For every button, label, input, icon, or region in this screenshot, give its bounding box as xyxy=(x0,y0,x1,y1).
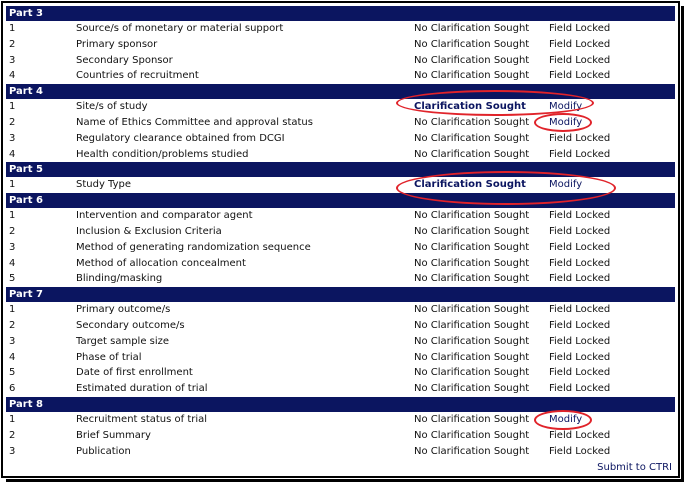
clarification-status: No Clarification Sought xyxy=(414,70,530,82)
modify-link[interactable]: Modify xyxy=(549,116,583,128)
field-action: Field Locked xyxy=(549,23,611,34)
form-frame xyxy=(1,1,680,478)
row-number: 4 xyxy=(9,70,16,82)
table-row xyxy=(6,208,675,224)
field-name: Health condition/problems studied xyxy=(76,148,249,160)
table-row xyxy=(6,381,675,397)
clarification-status: No Clarification Sought xyxy=(414,413,530,425)
field-action: Field Locked xyxy=(549,148,611,160)
part-header: Part 4 xyxy=(6,84,675,99)
table-row xyxy=(6,412,675,428)
table-row xyxy=(6,99,675,115)
field-action: Field Locked xyxy=(549,367,611,379)
row-number: 3 xyxy=(9,335,16,347)
row-number: 4 xyxy=(9,257,16,269)
row-number: 2 xyxy=(9,116,16,128)
part-header: Part 5 xyxy=(6,162,675,177)
clarification-status: No Clarification Sought xyxy=(414,367,530,379)
table-row xyxy=(6,271,675,287)
field-name: Site/s of study xyxy=(76,101,148,113)
clarification-table xyxy=(6,6,675,459)
field-name: Countries of recruitment xyxy=(76,70,199,82)
table-row xyxy=(6,37,675,53)
row-number: 1 xyxy=(9,101,16,113)
row-number: 3 xyxy=(9,54,16,66)
field-action: Field Locked xyxy=(549,273,611,285)
clarification-status: No Clarification Sought xyxy=(414,319,530,331)
table-row xyxy=(6,147,675,163)
table-row xyxy=(6,365,675,381)
field-action: Field Locked xyxy=(549,319,611,331)
field-name: Name of Ethics Committee and approval status xyxy=(76,116,313,128)
row-number: 2 xyxy=(9,225,16,237)
clarification-status: No Clarification Sought xyxy=(414,132,530,144)
part-header: Part 7 xyxy=(6,287,675,302)
table-row xyxy=(6,240,675,256)
field-name: Estimated duration of trial xyxy=(76,383,208,395)
clarification-status: No Clarification Sought xyxy=(414,383,530,395)
clarification-status: No Clarification Sought xyxy=(414,445,530,457)
row-number: 5 xyxy=(9,367,16,379)
field-action: Field Locked xyxy=(549,304,611,316)
row-number: 4 xyxy=(9,148,16,160)
clarification-status: No Clarification Sought xyxy=(414,351,530,363)
row-number: 4 xyxy=(9,351,16,363)
field-action: Field Locked xyxy=(549,241,611,253)
field-name: Method of allocation concealment xyxy=(76,257,246,269)
field-name: Source/s of monetary or material support xyxy=(76,23,284,34)
clarification-status: No Clarification Sought xyxy=(414,210,530,222)
table-row xyxy=(6,318,675,334)
table-row xyxy=(6,256,675,272)
field-action: Field Locked xyxy=(549,383,611,395)
part-header: Part 3 xyxy=(6,6,675,21)
field-name: Regulatory clearance obtained from DCGI xyxy=(76,132,285,144)
row-number: 5 xyxy=(9,273,16,285)
table-row xyxy=(6,68,675,84)
clarification-status: No Clarification Sought xyxy=(414,257,530,269)
table-row xyxy=(6,350,675,366)
clarification-status: No Clarification Sought xyxy=(414,148,530,160)
field-action: Field Locked xyxy=(549,225,611,237)
table-row xyxy=(6,334,675,350)
field-name: Blinding/masking xyxy=(76,273,163,285)
clarification-status: No Clarification Sought xyxy=(414,429,530,441)
row-number: 1 xyxy=(9,304,16,316)
field-name: Target sample size xyxy=(76,335,170,347)
field-name: Publication xyxy=(76,445,131,457)
clarification-status: No Clarification Sought xyxy=(414,335,530,347)
row-number: 1 xyxy=(9,23,16,34)
row-number: 3 xyxy=(9,132,16,144)
field-action: Field Locked xyxy=(549,54,611,66)
row-number: 3 xyxy=(9,445,16,457)
row-number: 3 xyxy=(9,241,16,253)
field-action: Field Locked xyxy=(549,132,611,144)
field-action: Field Locked xyxy=(549,38,611,50)
field-action: Field Locked xyxy=(549,257,611,269)
clarification-status: No Clarification Sought xyxy=(414,304,530,316)
row-number: 6 xyxy=(9,383,16,395)
field-action: Field Locked xyxy=(549,351,611,363)
clarification-status: No Clarification Sought xyxy=(414,38,530,50)
row-number: 1 xyxy=(9,413,16,425)
submit-to-ctri-link[interactable]: Submit to CTRI xyxy=(597,462,672,473)
table-row xyxy=(6,131,675,147)
field-name: Primary sponsor xyxy=(76,38,158,50)
field-name: Secondary Sponsor xyxy=(76,54,173,66)
field-action: Field Locked xyxy=(549,70,611,82)
field-name: Brief Summary xyxy=(76,429,151,441)
row-number: 1 xyxy=(9,179,16,191)
field-name: Study Type xyxy=(76,179,132,191)
clarification-status: No Clarification Sought xyxy=(414,23,530,34)
table-row xyxy=(6,444,675,460)
field-action: Field Locked xyxy=(549,429,611,441)
modify-link[interactable]: Modify xyxy=(549,179,583,191)
table-row xyxy=(6,53,675,69)
table-row xyxy=(6,302,675,318)
table-row xyxy=(6,21,675,37)
part-header: Part 8 xyxy=(6,397,675,412)
clarification-status: No Clarification Sought xyxy=(414,54,530,66)
row-number: 2 xyxy=(9,38,16,50)
table-row xyxy=(6,177,675,193)
field-action: Field Locked xyxy=(549,445,611,457)
clarification-status: Clarification Sought xyxy=(414,179,526,191)
field-name: Date of first enrollment xyxy=(76,367,193,379)
field-name: Method of generating randomization sequence xyxy=(76,241,311,253)
field-name: Secondary outcome/s xyxy=(76,319,185,331)
field-name: Recruitment status of trial xyxy=(76,413,208,425)
field-name: Primary outcome/s xyxy=(76,304,171,316)
clarification-status: No Clarification Sought xyxy=(414,273,530,285)
row-number: 2 xyxy=(9,429,16,441)
row-number: 2 xyxy=(9,319,16,331)
field-action: Field Locked xyxy=(549,210,611,222)
clarification-status: Clarification Sought xyxy=(414,101,526,113)
table-row xyxy=(6,224,675,240)
table-row xyxy=(6,428,675,444)
clarification-status: No Clarification Sought xyxy=(414,116,530,128)
row-number: 1 xyxy=(9,210,16,222)
field-name: Intervention and comparator agent xyxy=(76,210,253,222)
field-name: Inclusion & Exclusion Criteria xyxy=(76,225,222,237)
modify-link[interactable]: Modify xyxy=(549,101,583,113)
clarification-status: No Clarification Sought xyxy=(414,241,530,253)
field-action: Field Locked xyxy=(549,335,611,347)
table-row xyxy=(6,115,675,131)
part-header: Part 6 xyxy=(6,193,675,208)
clarification-status: No Clarification Sought xyxy=(414,225,530,237)
modify-link[interactable]: Modify xyxy=(549,413,583,425)
field-name: Phase of trial xyxy=(76,351,142,363)
